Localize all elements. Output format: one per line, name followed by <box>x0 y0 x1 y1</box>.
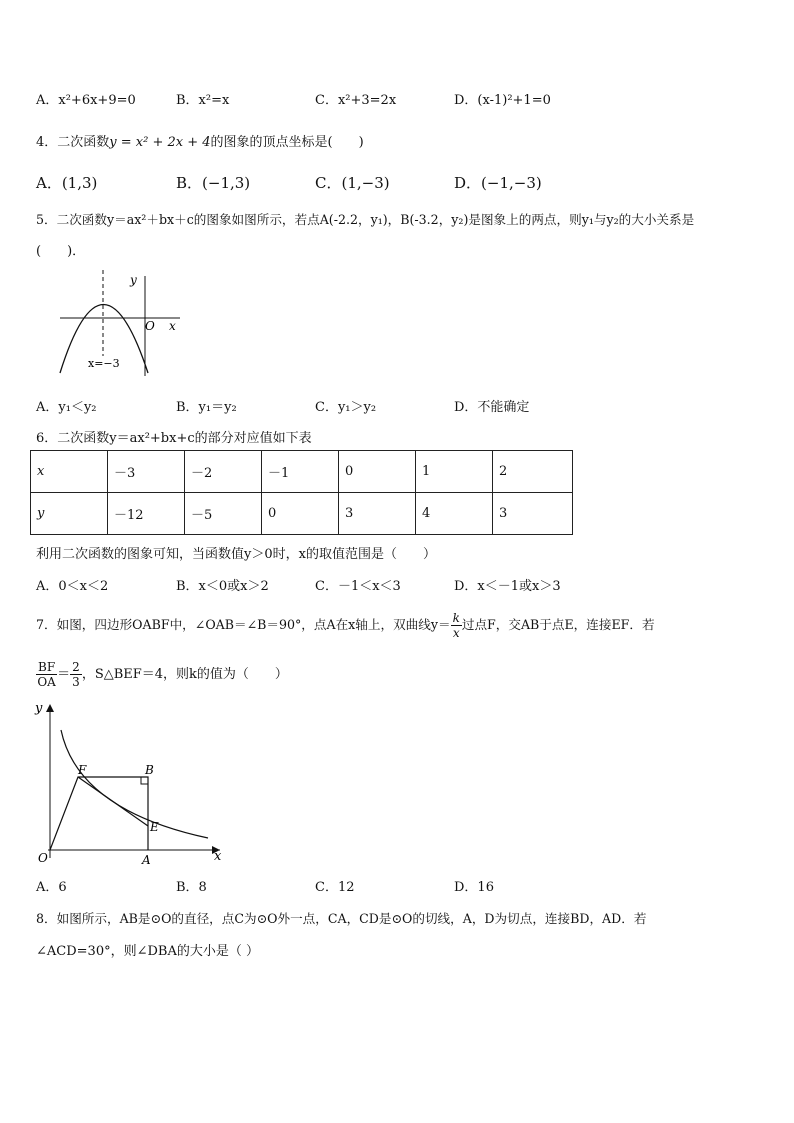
q7-frac-2-3 <box>70 660 82 689</box>
q6-cell: 0 <box>262 493 339 535</box>
q7-b-label: B <box>145 763 154 777</box>
q7-option-c[interactable]: C．12 <box>315 880 355 895</box>
q4-options <box>36 172 776 192</box>
q7-frac-bf-oa <box>36 660 57 689</box>
q7-hyperbola-curve <box>61 730 208 838</box>
q6-cell: －5 <box>185 493 262 535</box>
q5-stem-line2: ( )． <box>36 244 86 259</box>
q5-y-label: y <box>130 273 137 287</box>
q7-frac-bf-num: BF <box>38 660 56 674</box>
q5-origin-label: O <box>145 319 155 333</box>
q7-option-a[interactable]: A．6 <box>36 880 67 895</box>
q6-option-a[interactable]: A．0＜x＜2 <box>36 579 109 594</box>
q7-frac-k-den: x <box>452 626 460 640</box>
q4-option-c[interactable]: C．(1,−3) <box>315 174 390 192</box>
q3-options <box>36 89 776 109</box>
q6-option-c[interactable]: C．－1＜x＜3 <box>315 579 401 594</box>
q3-option-b[interactable]: B．x²=x <box>176 93 230 108</box>
q5-parabola-figure <box>55 268 195 378</box>
q7-frac-bf-den: OA <box>37 675 56 689</box>
q7-x-label: x <box>214 849 222 864</box>
q6-cell: 3 <box>493 493 573 535</box>
q6-cell: －2 <box>185 451 262 493</box>
q7-option-d[interactable]: D．16 <box>454 880 494 895</box>
q6-option-b[interactable]: B．x＜0或x＞2 <box>176 579 269 594</box>
q4-option-a[interactable]: A．(1,3) <box>36 174 98 192</box>
q7-frac-k-over-x <box>451 611 462 640</box>
q3-option-c[interactable]: C．x²+3=2x <box>315 93 397 108</box>
q7-options <box>36 876 776 896</box>
q5-option-b[interactable]: B．y₁＝y₂ <box>176 400 237 415</box>
q3-option-a[interactable]: A．x²+6x+9=0 <box>36 93 136 108</box>
q5-option-a[interactable]: A．y₁＜y₂ <box>36 400 97 415</box>
q6-stem: 6．二次函数y＝ax²+bx+c的部分对应值如下表 <box>36 431 312 446</box>
q7-frac-23-num: 2 <box>72 660 80 674</box>
q6-cell: x <box>31 451 108 493</box>
q6-cell: －12 <box>108 493 185 535</box>
table-row <box>31 493 573 535</box>
q5-axis-label: x=−3 <box>88 357 120 370</box>
q6-cell: －1 <box>262 451 339 493</box>
q7-o-label: O <box>38 851 48 865</box>
q7-e-label: E <box>150 820 159 834</box>
q7-y-arrow <box>46 704 54 712</box>
q5-options <box>36 396 776 416</box>
q5-stem-line1: 5．二次函数y＝ax²＋bx＋c的图象如图所示，若点A(-2.2，y₁)，B(-3.2，y₂)是图象上的两点，则y₁与y₂的大小关系是 <box>36 212 695 227</box>
q8-stem-line1: 8．如图所示，AB是⊙O的直径，点C为⊙O外一点，CA，CD是⊙O的切线，A，D为切点，连接BD，AD．若 <box>36 911 647 926</box>
q6-cell: 0 <box>339 451 416 493</box>
q6-question: 利用二次函数的图象可知，当函数值y＞0时，x的取值范围是（ ） <box>36 547 436 562</box>
q6-cell: 3 <box>339 493 416 535</box>
q7-a-label: A <box>142 853 151 867</box>
q7-frac-23-den: 3 <box>72 675 80 689</box>
q8-stem-line2: ∠ACD=30°，则∠DBA的大小是（ ） <box>36 944 259 959</box>
q7-stem-part3: ，S△BEF＝4，则k的值为（ ） <box>81 667 288 682</box>
q6-option-d[interactable]: D．x＜－1或x＞3 <box>454 579 561 594</box>
q7-right-angle-mark <box>141 777 148 784</box>
q7-segment-ef <box>78 777 148 826</box>
q4-option-b[interactable]: B．(−1,3) <box>176 174 251 192</box>
q6-options <box>36 575 776 595</box>
q7-option-b[interactable]: B．8 <box>176 880 207 895</box>
q6-cell: y <box>31 493 108 535</box>
q7-frac-k-num: k <box>452 611 460 625</box>
q4-stem-prefix: 4．二次函数 <box>36 135 110 150</box>
q4-stem <box>36 131 364 150</box>
q3-option-d[interactable]: D．(x-1)²+1=0 <box>454 93 551 108</box>
table-row <box>31 451 573 493</box>
q5-option-c[interactable]: C．y₁＞y₂ <box>315 400 377 415</box>
q7-stem-part2: 过点F，交AB于点E，连接EF．若 <box>461 617 655 632</box>
q7-stem-line1 <box>36 611 655 640</box>
q4-formula: y = x² + 2x + 4 <box>109 135 211 150</box>
q6-cell: －3 <box>108 451 185 493</box>
q7-hyperbola-figure <box>30 700 230 868</box>
q6-cell: 2 <box>493 451 573 493</box>
q7-stem-line2 <box>36 660 288 689</box>
q7-y-label: y <box>35 701 43 716</box>
q7-f-label: F <box>78 763 87 777</box>
q5-x-label: x <box>169 319 176 333</box>
q6-value-table <box>30 450 573 535</box>
q6-cell: 1 <box>416 451 493 493</box>
q6-cell: 4 <box>416 493 493 535</box>
q7-stem-part1: 7．如图，四边形OABF中，∠OAB＝∠B＝90°，点A在x轴上，双曲线y＝ <box>36 617 451 632</box>
q5-option-d[interactable]: D．不能确定 <box>454 400 530 415</box>
q4-option-d[interactable]: D．(−1,−3) <box>454 174 542 192</box>
q7-eq: ＝ <box>57 667 71 682</box>
q4-stem-suffix: 的图象的顶点坐标是( ) <box>210 135 364 150</box>
